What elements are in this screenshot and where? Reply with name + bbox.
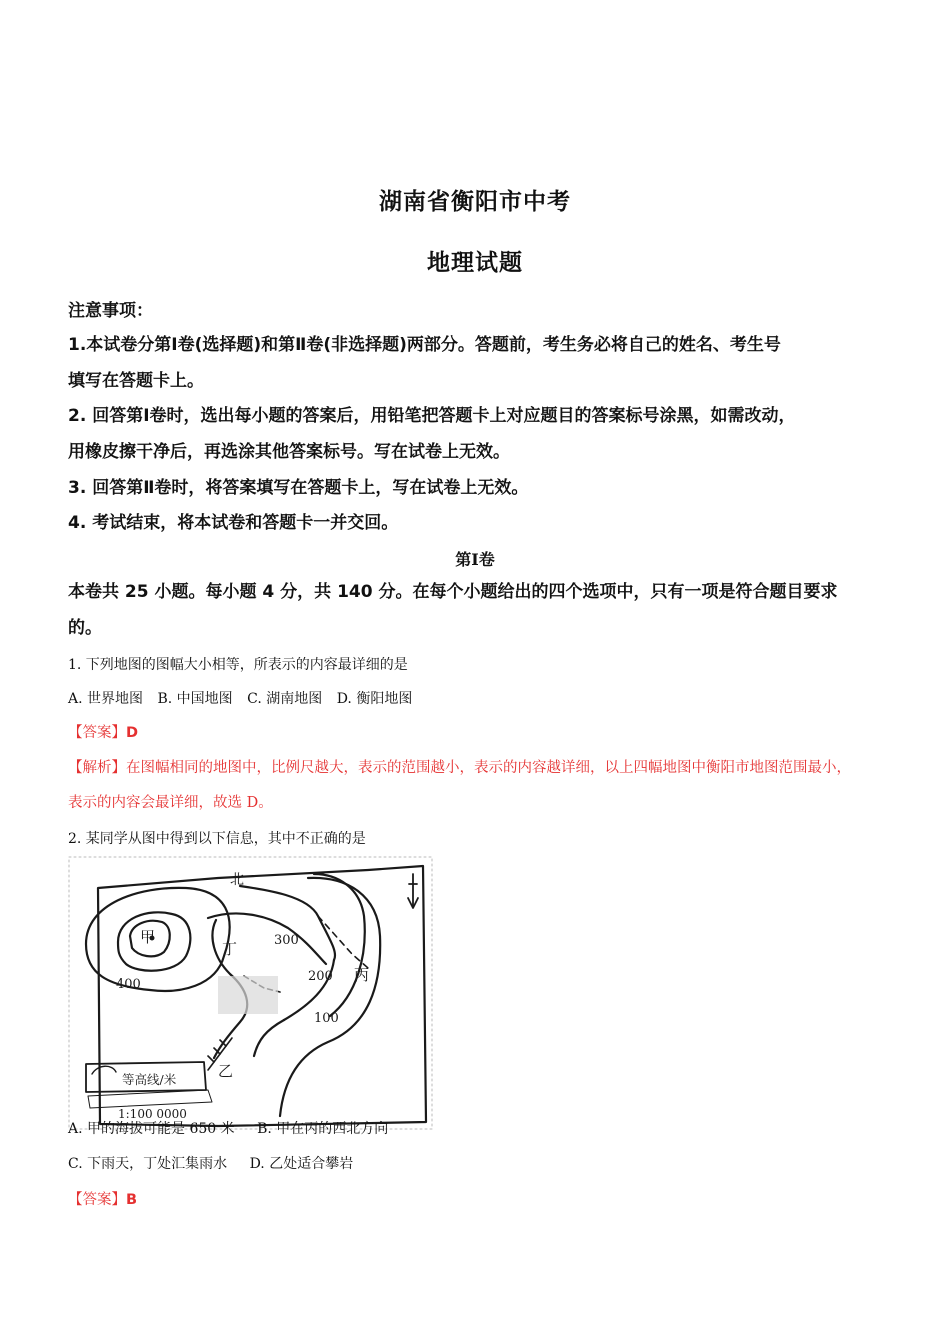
contour-line-200-lower bbox=[254, 1020, 284, 1056]
q2-stem: 2. 某同学从图中得到以下信息，其中不正确的是 bbox=[68, 831, 366, 847]
legend-label: 等高线/米 bbox=[122, 1072, 177, 1087]
scale-label: 1:100 0000 bbox=[118, 1107, 187, 1121]
point-yi-label: 乙 bbox=[218, 1062, 234, 1080]
blurred-area bbox=[218, 976, 278, 1014]
notice-line: 4. 考试结束，将本试卷和答题卡一并交回。 bbox=[68, 513, 399, 533]
q1-analysis-continued: 表示的内容会最详细，故选 D。 bbox=[68, 795, 273, 811]
trail-dashed bbox=[318, 916, 368, 968]
contour-label-200: 200 bbox=[308, 969, 333, 984]
point-bing-label: 丙 bbox=[354, 966, 370, 984]
contour-label-300: 300 bbox=[274, 933, 299, 948]
q2-option-a: A. 甲的海拔可能是 650 米 bbox=[68, 1121, 235, 1137]
q1-answer bbox=[68, 721, 138, 742]
contour-label-400: 400 bbox=[116, 977, 141, 992]
section-intro-line: 本卷共 25 小题。每小题 4 分，共 140 分。在每个小题给出的四个选项中，只有一项是符合题目要求 bbox=[68, 582, 838, 602]
contour-line-100 bbox=[280, 878, 380, 1116]
q1-options bbox=[68, 688, 422, 708]
north-label: 北 bbox=[230, 872, 244, 888]
q2-option-d: D. 乙处适合攀岩 bbox=[249, 1156, 354, 1172]
answer-label: 【答案】 bbox=[68, 725, 126, 741]
notice-line: 1.本试卷分第Ⅰ卷(选择题)和第Ⅱ卷(非选择题)两部分。答题前，考生务必将自己的姓名、考生号 bbox=[68, 335, 781, 355]
notice-line: 3. 回答第Ⅱ卷时，将答案填写在答题卡上，写在试卷上无效。 bbox=[68, 478, 529, 498]
q2-option-c: C. 下雨天，丁处汇集雨水 bbox=[68, 1156, 228, 1172]
q2-answer bbox=[68, 1188, 137, 1209]
analysis-label: 【解析】 bbox=[68, 760, 126, 776]
notice-line: 用橡皮擦干净后，再选涂其他答案标号。写在试卷上无效。 bbox=[68, 442, 510, 462]
document-subtitle: 地理试题 bbox=[427, 250, 523, 276]
contour-line-outer-hill bbox=[86, 888, 230, 991]
answer-label: 【答案】 bbox=[68, 1192, 126, 1208]
contour-line-100-inner bbox=[314, 874, 365, 1016]
contour-map bbox=[68, 856, 433, 1130]
notice-line: 2. 回答第Ⅰ卷时，选出每小题的答案后，用铅笔把答题卡上对应题目的答案标号涂黑，如需改动， bbox=[68, 406, 796, 426]
analysis-text: 在图幅相同的地图中，比例尺越大，表示的范围越小，表示的内容越详细，以上四幅地图中衡阳市地图范围最小， bbox=[126, 760, 851, 776]
point-jia-label: 甲 bbox=[140, 928, 156, 946]
section-intro-line: 的。 bbox=[68, 618, 102, 638]
answer-value: D bbox=[126, 725, 139, 741]
section-label: 第Ⅰ卷 bbox=[455, 550, 495, 569]
q1-option-a: A. 世界地图 bbox=[68, 691, 144, 707]
notice-line: 填写在答题卡上。 bbox=[68, 371, 204, 391]
q2-options-row1 bbox=[68, 1118, 398, 1138]
q1-option-d: D. 衡阳地图 bbox=[336, 691, 413, 707]
point-ding-label: 丁 bbox=[222, 940, 238, 958]
north-arrow-icon bbox=[408, 874, 418, 908]
notice-heading: 注意事项： bbox=[68, 301, 153, 321]
q1-option-c: C. 湖南地图 bbox=[247, 691, 323, 707]
q2-option-b: B. 甲在丙的西北方向 bbox=[257, 1121, 389, 1137]
answer-value: B bbox=[126, 1192, 138, 1208]
q1-analysis bbox=[68, 756, 851, 777]
q1-stem: 1. 下列地图的图幅大小相等，所表示的内容最详细的是 bbox=[68, 657, 408, 673]
q2-options-row2 bbox=[68, 1153, 363, 1173]
q1-option-b: B. 中国地图 bbox=[157, 691, 233, 707]
document-title: 湖南省衡阳市中考 bbox=[379, 189, 571, 215]
contour-line-200-upper bbox=[240, 886, 335, 960]
contour-label-100: 100 bbox=[314, 1011, 339, 1026]
